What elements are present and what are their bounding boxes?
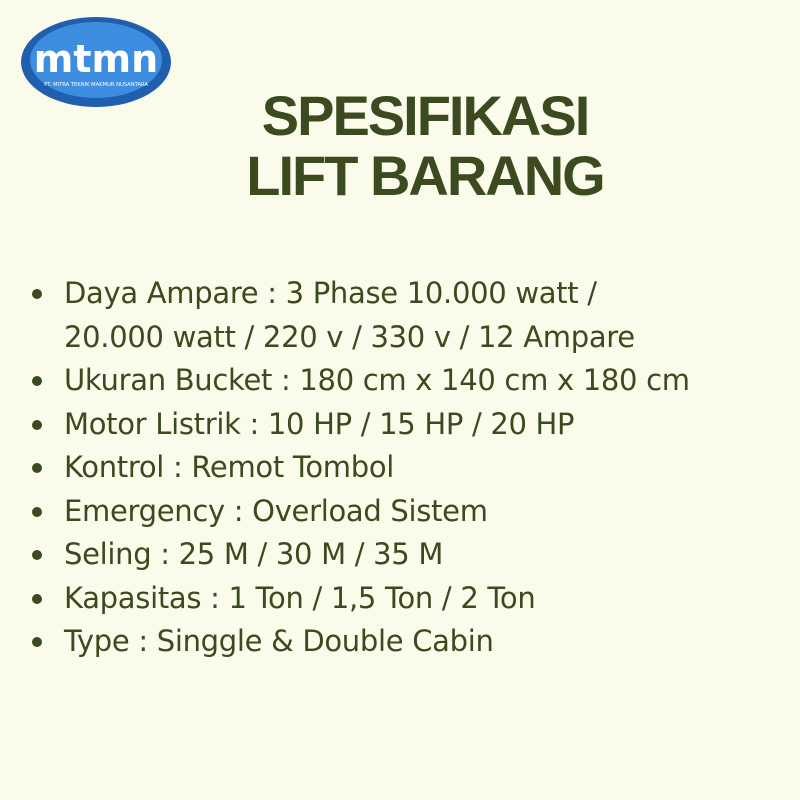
spec-item-emergency [30,490,790,534]
spec-text: Ukuran Bucket : 180 cm x 140 cm x 180 cm [64,363,690,397]
spec-text: Type : Singgle & Double Cabin [64,624,494,658]
spec-item-kontrol [30,446,790,490]
spec-text: Seling : 25 M / 30 M / 35 M [64,537,444,571]
bullet-icon [32,507,42,517]
logo-company-name: PT. MITRA TEKNIK MAKMUR NUSANTARA [44,82,148,88]
page-title-line-2: LIFT BARANG [246,144,604,207]
spec-text-continued: 20.000 watt / 220 v / 330 v / 12 Ampare [64,319,635,354]
spec-item-daya-ampare [30,272,790,359]
bullet-icon [32,376,42,386]
spec-list [30,272,790,664]
spec-item-kapasitas [30,577,790,621]
bullet-icon [32,420,42,430]
spec-item-ukuran-bucket [30,359,790,403]
bullet-icon [32,289,42,299]
spec-text: Kapasitas : 1 Ton / 1,5 Ton / 2 Ton [64,580,536,615]
bullet-icon [32,637,42,647]
bullet-icon [32,550,42,560]
bullet-icon [32,594,42,604]
spec-text: Emergency : Overload Sistem [64,493,488,528]
spec-item-motor-listrik [30,403,790,447]
page-title-line-1: SPESIFIKASI [261,84,589,147]
spec-text: Motor Listrik : 10 HP / 15 HP / 20 HP [64,406,575,441]
spec-item-type [30,620,790,664]
spec-text: Daya Ampare : 3 Phase 10.000 watt / [64,276,597,310]
bullet-icon [32,463,42,473]
spec-text: Kontrol : Remot Tombol [64,450,395,484]
spec-item-seling [30,533,790,577]
logo-text: mtmn [33,37,159,81]
